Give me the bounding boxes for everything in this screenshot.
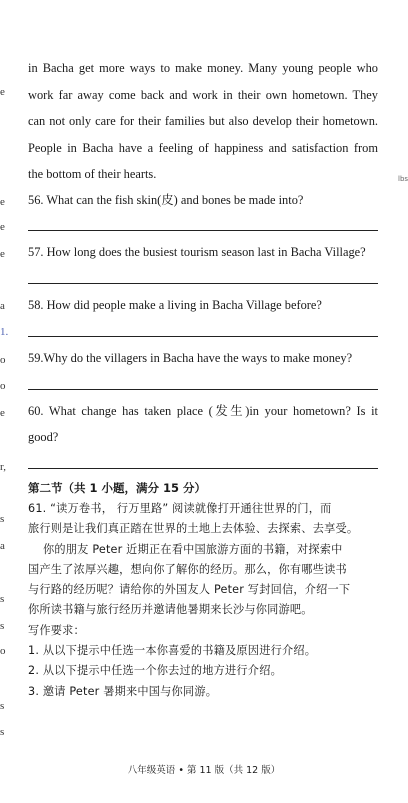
requirement-item: 1. 从以下提示中任选一本你喜爱的书籍及原因进行介绍。 [28, 644, 317, 657]
margin-fragment: r, [0, 461, 6, 473]
margin-fragment: s [0, 513, 5, 525]
reading-passage [28, 55, 378, 188]
margin-fragment: s [0, 620, 5, 632]
margin-fragment: e [0, 248, 5, 260]
margin-fragment: a [0, 300, 5, 312]
side-mark: lbs [398, 175, 408, 183]
answer-line-58[interactable] [28, 336, 378, 337]
requirement-item: 2. 从以下提示中任选一个你去过的地方进行介绍。 [28, 664, 282, 677]
requirement-item: 3. 邀请 Peter 暑期来中国与你同游。 [28, 685, 218, 698]
answer-line-60[interactable] [28, 468, 378, 469]
margin-fragment: s [0, 593, 5, 605]
writing-line: 与行路的经历呢？请给你的外国友人 Peter 写封回信，介绍一下 [28, 583, 351, 596]
writing-line: 你的朋友 Peter 近期正在看中国旅游方面的书籍，对探索中 [28, 543, 343, 556]
margin-fragment: 1. [0, 326, 9, 338]
question-57: 57. How long does the busiest tourism season last in Bacha Village? [28, 245, 366, 259]
margin-fragment: e [0, 221, 5, 233]
answer-line-59[interactable] [28, 389, 378, 390]
margin-fragment: e [0, 86, 5, 98]
margin-fragment: e [0, 196, 5, 208]
margin-fragment: s [0, 726, 5, 738]
question-60-continued: good? [28, 430, 59, 444]
passage-line: People in Bacha have a feeling of happiness and satisfaction from [28, 140, 378, 155]
passage-line: work far away come back and work in their own hometown. They [28, 87, 378, 102]
margin-fragment: o [0, 645, 6, 657]
writing-requirements-label: 写作要求： [28, 624, 85, 637]
page-footer: 八年级英语 • 第 11 版（共 12 版） [127, 765, 281, 776]
question-56: 56. What can the fish skin(皮) and bones be made into? [28, 193, 304, 207]
section-title: 第二节（共 1 小题，满分 15 分） [28, 481, 207, 495]
answer-line-56[interactable] [28, 230, 378, 231]
margin-fragment: a [0, 540, 5, 552]
margin-fragment: o [0, 380, 6, 392]
margin-fragment: s [0, 700, 5, 712]
writing-line: 你所读书籍与旅行经历并邀请他暑期来长沙与你同游吧。 [28, 603, 313, 616]
writing-line: 61. “读万卷书， 行万里路” 阅读就像打开通往世界的门，而 [28, 502, 332, 515]
passage-line: the bottom of their hearts. [28, 167, 157, 181]
question-58: 58. How did people make a living in Bacha Village before? [28, 298, 322, 312]
writing-line: 国产生了浓厚兴趣，想向你了解你的经历。那么，你有哪些读书 [28, 563, 347, 576]
question-59: 59.Why do the villagers in Bacha have the ways to make money? [28, 351, 353, 365]
writing-line: 旅行则是让我们真正踏在世界的土地上去体验、去探索、去享受。 [28, 522, 359, 535]
question-60: 60. What change has taken place (发生)in your hometown? Is it [28, 404, 378, 418]
answer-line-57[interactable] [28, 283, 378, 284]
passage-line: can not only care for their families but also develop their hometown. [28, 114, 378, 128]
margin-fragment: e [0, 407, 5, 419]
margin-fragment: o [0, 354, 6, 366]
passage-line: in Bacha get more ways to make money. Many young people who [28, 61, 378, 75]
